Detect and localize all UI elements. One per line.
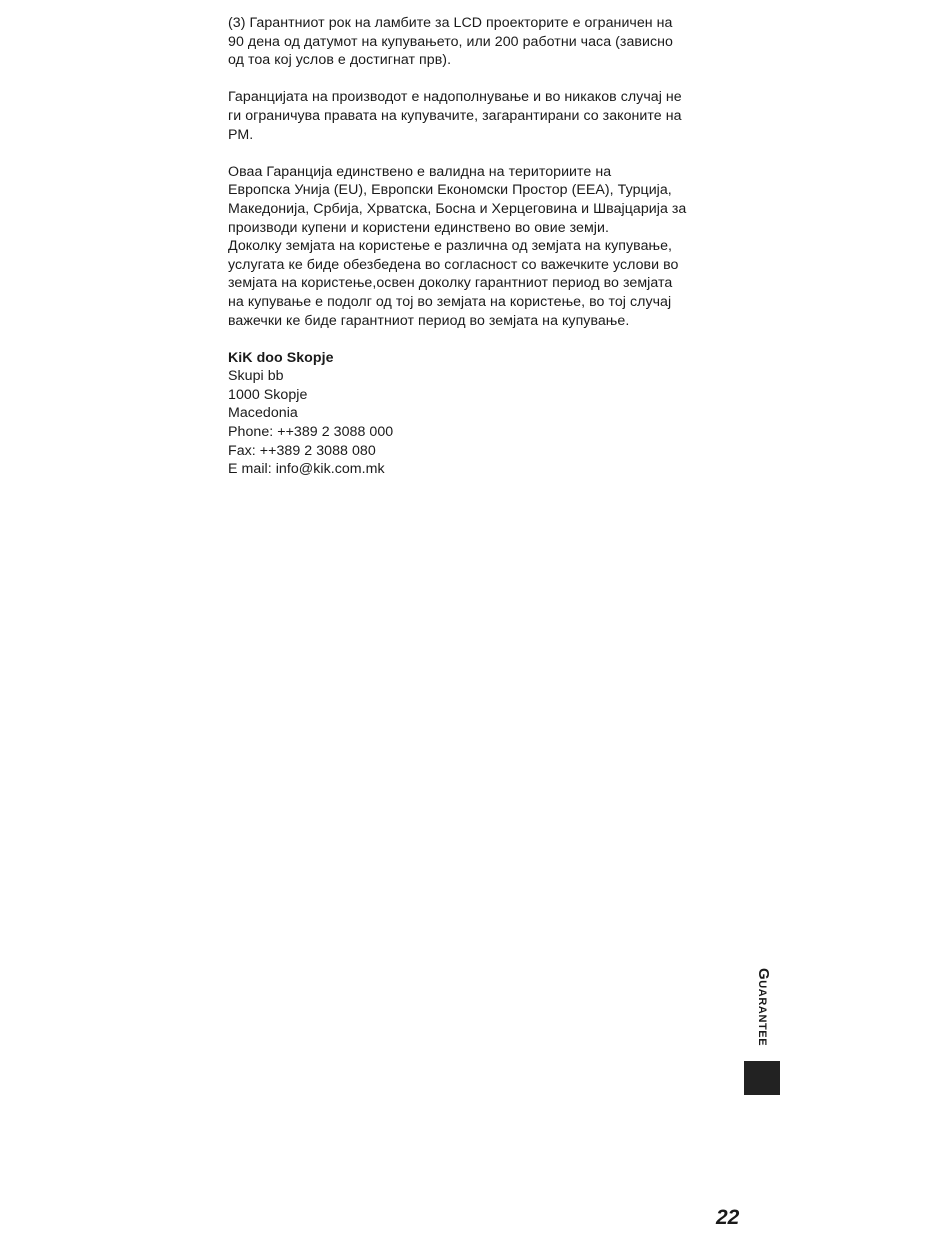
text-line: 90 дена од датумот на купувањето, или 200 работни часа (зависно [228, 33, 673, 50]
street-address: Skupi bb [228, 368, 284, 385]
page-number: 22 [716, 1206, 740, 1229]
paragraph-lamp-warranty [228, 14, 748, 70]
fax-number: Fax: ++389 2 3088 080 [228, 442, 376, 459]
text-line: производи купени и користени единствено во овие земји. [228, 219, 609, 236]
text-line: Доколку земјата на користење е различна од земјата на купување, [228, 238, 673, 255]
email-address: E mail: info@kik.com.mk [228, 461, 385, 478]
city-address: 1000 Skopje [228, 386, 308, 403]
text-line: важечки ке биде гарантниот период во земјата на купување. [228, 312, 630, 329]
text-line: на купување е подолг од тој во земјата на користење, во тој случај [228, 293, 672, 310]
document-body [228, 14, 748, 479]
contact-block [228, 349, 748, 479]
text-line: земјата на користење,освен доколку гарантниот период во земјата [228, 275, 673, 292]
text-line: Оваа Гаранција единствено е валидна на териториите на [228, 163, 612, 180]
text-line: Гаранцијата на производот е надополнување и во никаков случај не [228, 89, 682, 106]
text-line: услугата ке биде обезбедена во согласност со важечките услови во [228, 256, 679, 273]
section-tab [744, 968, 780, 1058]
text-line: (3) Гарантниот рок на ламбите за LCD проекторите е ограничен на [228, 15, 673, 31]
company-name: KiK doo Skopje [228, 349, 334, 366]
text-line: од тоа кој услов е достигнат прв). [228, 52, 452, 69]
country: Macedonia [228, 405, 298, 422]
paragraph-territorial-validity [228, 163, 748, 330]
text-line: РМ. [228, 126, 254, 143]
phone-number: Phone: ++389 2 3088 000 [228, 424, 394, 441]
section-tab-label: Guarantee [755, 968, 772, 1047]
section-tab-marker [744, 1061, 780, 1095]
text-line: Македонија, Србија, Хрватска, Босна и Херцеговина и Швајцарија за [228, 200, 687, 217]
text-line: Европска Унија (EU), Европски Економски Простор (EEA), Турција, [228, 182, 672, 199]
paragraph-consumer-rights [228, 88, 748, 144]
text-line: ги ограничува правата на купувачите, загарантирани со законите на [228, 107, 682, 124]
